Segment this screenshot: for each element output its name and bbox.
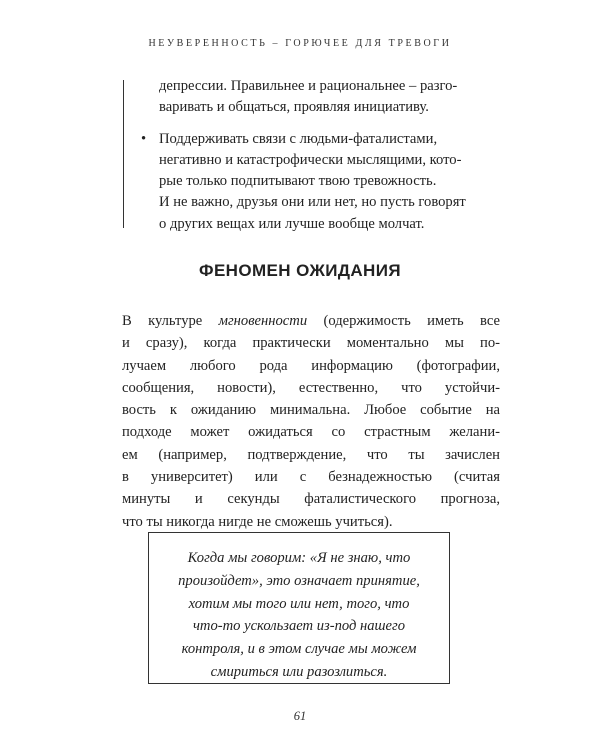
text-line: и сразу), когда практически моментально мы по- — [122, 335, 500, 352]
quote-line: что-то ускользает из-под нашего — [192, 618, 406, 635]
left-margin-rule — [123, 80, 124, 228]
bullet-list — [138, 76, 498, 235]
quote-line: смириться или разозлиться. — [210, 663, 388, 680]
text-line: И не важно, друзья они или нет, но пусть говорят — [159, 194, 466, 211]
page-number: 61 — [293, 709, 307, 723]
text-line: минуты и секунды фаталистического прогноза, — [122, 491, 500, 508]
text-line: сообщения, новости), естественно, что устойчи- — [122, 379, 500, 396]
quote-line: Когда мы говорим: «Я не знаю, что — [187, 550, 411, 566]
quote-line: контроля, и в этом случае мы можем — [181, 641, 417, 658]
text-line: негативно и катастрофически мыслящими, кото- — [159, 151, 462, 168]
text-line: рые только подпитывают твою тревожность. — [159, 173, 437, 190]
continued-list-item — [138, 76, 498, 119]
emphasized-term: мгновенности — [218, 313, 308, 329]
text-line: лучаем любого рода информацию (фотографии, — [122, 357, 500, 374]
quote-line: произойдет», это означает принятие, — [178, 572, 420, 589]
text-line: подходе может ожидаться со страстным желани- — [122, 424, 500, 441]
text-line: Поддерживать связи с людьми-фаталистами, — [159, 130, 438, 147]
text-line — [122, 310, 500, 332]
text-fragment: В культуре — [122, 313, 219, 329]
text-line: варивать и общаться, проявляя инициативу. — [159, 99, 429, 116]
quote-box — [148, 532, 450, 684]
text-line: ем (например, подтверждение, что ты зачислен — [122, 446, 500, 463]
text-line: в университет) или с безнадежностью (считая — [122, 469, 500, 486]
text-line: депрессии. Правильнее и рациональнее – разго- — [159, 78, 458, 94]
bullet-marker: • — [141, 130, 147, 147]
running-header: НЕУВЕРЕННОСТЬ – ГОРЮЧЕЕ ДЛЯ ТРЕВОГИ — [148, 38, 452, 49]
text-line: что ты никогда нигде не сможешь учиться). — [122, 513, 393, 530]
quote-line: хотим мы того или нет, того, что — [188, 595, 410, 612]
quote-text — [149, 547, 449, 684]
body-paragraph — [122, 310, 500, 533]
text-line: вость к ожиданию минимальна. Любое событие на — [122, 402, 500, 419]
text-fragment: (одержимость иметь все — [307, 313, 500, 329]
list-item — [138, 129, 498, 235]
text-line: о других вещах или лучше вообще молчат. — [159, 215, 425, 232]
section-heading: ФЕНОМЕН ОЖИДАНИЯ — [199, 261, 401, 280]
